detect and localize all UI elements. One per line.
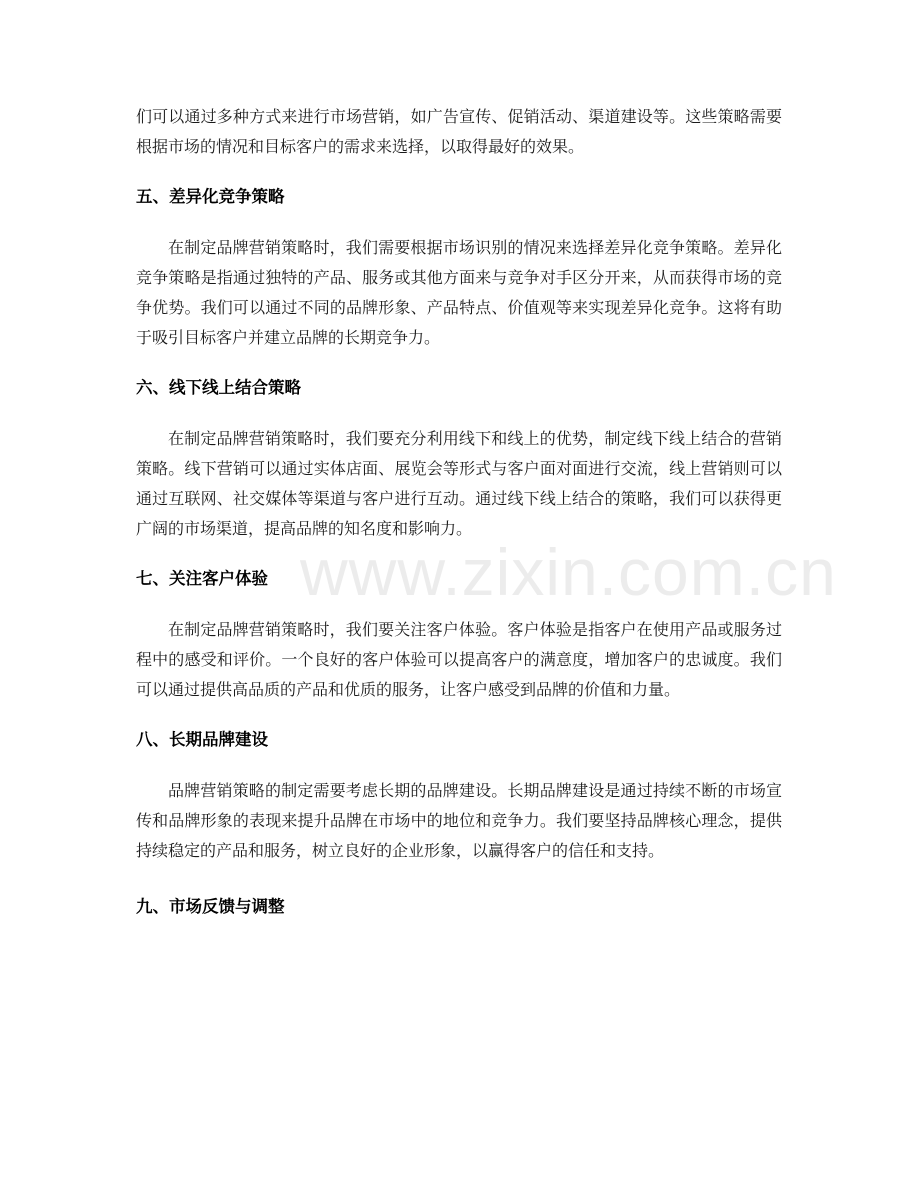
section-heading-8: 八、长期品牌建设 bbox=[136, 730, 268, 749]
intro-paragraph: 们可以通过多种方式来进行市场营销，如广告宣传、促销活动、渠道建设等。这些策略需要根据市场的情况和目标客户的需求来选择，以取得最好的效果。 bbox=[136, 107, 782, 156]
section-body-6: 在制定品牌营销策略时，我们要充分利用线下和线上的优势，制定线下线上结合的营销策略。线下营销可以通过实体店面、展览会等形式与客户面对面进行交流，线上营销则可以通过互联网、社交媒体等渠道与客户进行互动。通过线下线上结合的策略，我们可以获得更广阔的市场渠道，提高品牌的知名度和影响力。 bbox=[136, 429, 782, 538]
section-heading-9: 九、市场反馈与调整 bbox=[136, 897, 285, 916]
document-content bbox=[136, 0, 782, 922]
section-heading-6: 六、线下线上结合策略 bbox=[136, 378, 301, 397]
section-body-7: 在制定品牌营销策略时，我们要关注客户体验。客户体验是指客户在使用产品或服务过程中的感受和评价。一个良好的客户体验可以提高客户的满意度，增加客户的忠诚度。我们可以通过提供高品质的产品和优质的服务，让客户感受到品牌的价值和力量。 bbox=[136, 620, 782, 699]
section-heading-5: 五、差异化竞争策略 bbox=[136, 187, 285, 206]
section-body-5: 在制定品牌营销策略时，我们需要根据市场识别的情况来选择差异化竞争策略。差异化竞争策略是指通过独特的产品、服务或其他方面来与竞争对手区分开来，从而获得市场的竞争优势。我们可以通过不同的品牌形象、产品特点、价值观等来实现差异化竞争。这将有助于吸引目标客户并建立品牌的长期竞争力。 bbox=[136, 238, 782, 347]
section-heading-7: 七、关注客户体验 bbox=[136, 569, 268, 588]
section-body-8: 品牌营销策略的制定需要考虑长期的品牌建设。长期品牌建设是通过持续不断的市场宣传和品牌形象的表现来提升品牌在市场中的地位和竞争力。我们要坚持品牌核心理念，提供持续稳定的产品和服务，树立良好的企业形象，以赢得客户的信任和支持。 bbox=[136, 781, 782, 860]
watermark: www.zixin.com.cn bbox=[300, 535, 837, 609]
